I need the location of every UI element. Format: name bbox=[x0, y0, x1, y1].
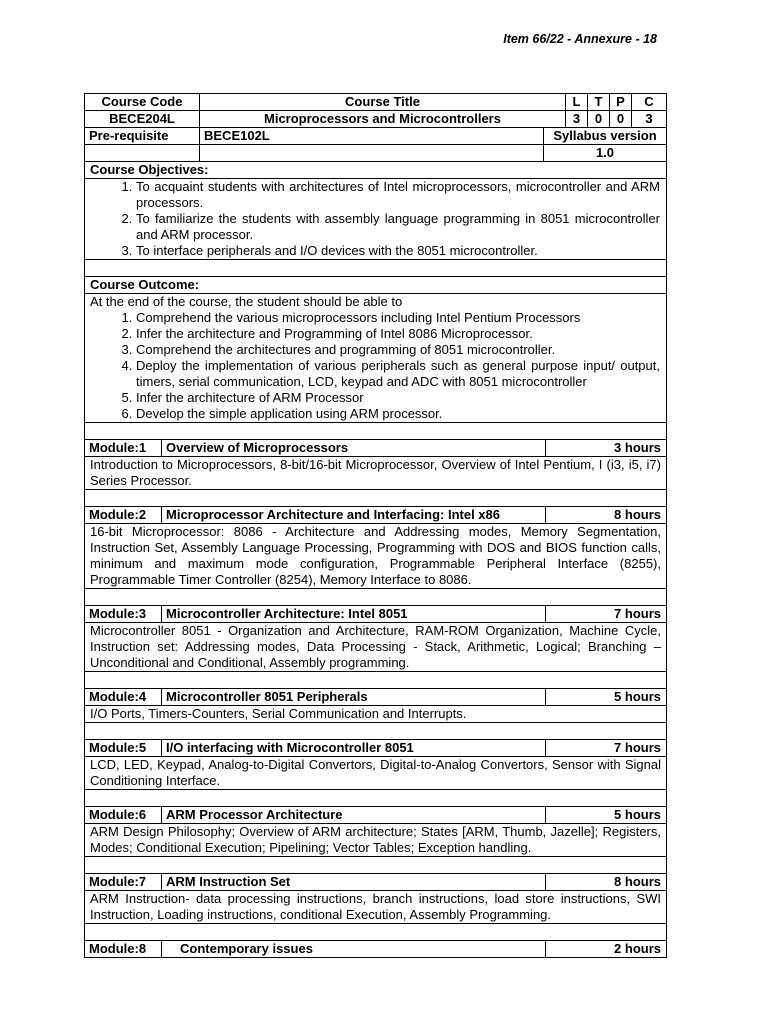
module-1-header bbox=[85, 440, 666, 457]
outcome-item: 3. Comprehend the architectures and programming of 8051 microcontroller. bbox=[136, 342, 660, 358]
objective-item: 2. To familiarize the students with assembly language programming in 8051 microcontroller and ARM processor. bbox=[136, 211, 660, 243]
objectives-list bbox=[85, 179, 666, 259]
objective-item: 1. To acquaint students with architectures of Intel microprocessors, microcontroller and ARM processors. bbox=[136, 179, 660, 211]
objective-item: 3. To interface peripherals and I/O devices with the 8051 microcontroller. bbox=[136, 243, 660, 259]
outcome-item: 5. Infer the architecture of ARM Processor bbox=[136, 390, 660, 406]
module-title: ARM Instruction Set bbox=[162, 874, 546, 890]
module-hours: 3 hours bbox=[614, 440, 661, 455]
prereq-value: BECE102L bbox=[200, 128, 544, 144]
ltpc-value-l: 3 bbox=[566, 111, 588, 127]
spacer-row bbox=[85, 490, 666, 507]
outcome-title: Course Outcome: bbox=[85, 277, 666, 294]
ltpc-label-c: C bbox=[644, 94, 654, 109]
module-7-header bbox=[85, 874, 666, 891]
outcome-block bbox=[85, 294, 666, 423]
module-1-body: Introduction to Microprocessors, 8-bit/16-bit Microprocessor, Overview of Intel Pentium, I (i3, i5, i7) Series Processor. bbox=[85, 457, 666, 490]
header-labels-row bbox=[85, 94, 666, 111]
module-number: Module:5 bbox=[85, 740, 162, 756]
spacer-row bbox=[85, 857, 666, 874]
module-hours: 2 hours bbox=[614, 941, 661, 956]
module-3-header bbox=[85, 606, 666, 623]
syllabus-version: 1.0 bbox=[595, 145, 615, 160]
module-5-body: LCD, LED, Keypad, Analog-to-Digital Convertors, Digital-to-Analog Convertors, Sensor with Signal Conditioning Interface. bbox=[85, 757, 666, 790]
module-5-header bbox=[85, 740, 666, 757]
syllabus-table bbox=[84, 93, 667, 958]
module-2-header bbox=[85, 507, 666, 524]
module-hours: 8 hours bbox=[614, 874, 661, 889]
module-title: Microcontroller Architecture: Intel 8051 bbox=[162, 606, 546, 622]
module-2-body: 16-bit Microprocessor: 8086 - Architecture and Addressing modes, Memory Segmentation, Instruction Set, Assembly Language Processing, Programming with DOS and BIOS function calls, minimum and maximum mode configuration, Programmable Peripheral Interface (8255), Programmable Timer Controller (8254), Memory Interface to 8086. bbox=[85, 524, 666, 589]
ltpc-label-l: L bbox=[566, 94, 588, 110]
module-number: Module:7 bbox=[85, 874, 162, 890]
module-4-header bbox=[85, 689, 666, 706]
spacer-row bbox=[85, 423, 666, 440]
ltpc-value-t: 0 bbox=[588, 111, 610, 127]
module-6-header bbox=[85, 807, 666, 824]
annexure-label: Item 66/22 - Annexure - 18 bbox=[503, 32, 657, 46]
course-code-label: Course Code bbox=[85, 94, 200, 110]
ltpc-value-p: 0 bbox=[610, 111, 632, 127]
module-hours: 8 hours bbox=[614, 507, 661, 522]
course-title-label: Course Title bbox=[200, 94, 566, 110]
module-hours: 5 hours bbox=[614, 689, 661, 704]
module-number: Module:2 bbox=[85, 507, 162, 523]
module-title: Overview of Microprocessors bbox=[162, 440, 546, 456]
spacer-row bbox=[85, 924, 666, 941]
outcome-item: 4. Deploy the implementation of various peripherals such as general purpose input/ output, timers, serial communication, LCD, keypad and ADC with 8051 microcontroller bbox=[136, 358, 660, 390]
syllabus-version-label: Syllabus version bbox=[553, 128, 657, 143]
module-title: Microcontroller 8051 Peripherals bbox=[162, 689, 546, 705]
outcome-list bbox=[85, 310, 666, 422]
module-number: Module:6 bbox=[85, 807, 162, 823]
blank-cell bbox=[200, 145, 544, 161]
objectives-title: Course Objectives: bbox=[85, 162, 666, 179]
spacer-row bbox=[85, 589, 666, 606]
course-title: Microprocessors and Microcontrollers bbox=[200, 111, 566, 127]
ltpc-label-p: P bbox=[610, 94, 632, 110]
module-4-body: I/O Ports, Timers-Counters, Serial Communication and Interrupts. bbox=[85, 706, 666, 723]
module-3-body: Microcontroller 8051 - Organization and Architecture, RAM-ROM Organization, Machine Cycle, Instruction set: Addressing modes, Data Processing - Stack, Arithmetic, Logical; Branching – Unconditional and Conditional, Assembly programming. bbox=[85, 623, 666, 672]
prereq-row bbox=[85, 128, 666, 145]
version-row bbox=[85, 145, 666, 162]
module-number: Module:3 bbox=[85, 606, 162, 622]
module-8-header bbox=[85, 941, 666, 958]
module-hours: 5 hours bbox=[614, 807, 661, 822]
module-title: ARM Processor Architecture bbox=[162, 807, 546, 823]
spacer-row bbox=[85, 723, 666, 740]
course-code: BECE204L bbox=[85, 111, 200, 127]
outcome-item: 6. Develop the simple application using ARM processor. bbox=[136, 406, 660, 422]
ltpc-value-c: 3 bbox=[645, 111, 653, 126]
header-values-row bbox=[85, 111, 666, 128]
module-title: I/O interfacing with Microcontroller 8051 bbox=[162, 740, 546, 756]
spacer-row bbox=[85, 260, 666, 277]
prereq-label: Pre-requisite bbox=[85, 128, 200, 144]
module-number: Module:8 bbox=[85, 941, 162, 957]
ltpc-label-t: T bbox=[588, 94, 610, 110]
module-number: Module:1 bbox=[85, 440, 162, 456]
outcome-item: 2. Infer the architecture and Programming of Intel 8086 Microprocessor. bbox=[136, 326, 660, 342]
blank-cell bbox=[85, 145, 200, 161]
outcome-item: 1. Comprehend the various microprocessors including Intel Pentium Processors bbox=[136, 310, 660, 326]
spacer-row bbox=[85, 672, 666, 689]
spacer-row bbox=[85, 790, 666, 807]
module-hours: 7 hours bbox=[614, 740, 661, 755]
module-6-body: ARM Design Philosophy; Overview of ARM architecture; States [ARM, Thumb, Jazelle]; Registers, Modes; Conditional Execution; Pipelining; Vector Tables; Exception handling. bbox=[85, 824, 666, 857]
module-hours: 7 hours bbox=[614, 606, 661, 621]
objectives-list-block bbox=[85, 179, 666, 260]
module-number: Module:4 bbox=[85, 689, 162, 705]
module-7-body: ARM Instruction- data processing instructions, branch instructions, load store instructions, SWI Instruction, Loading instructions, conditional Execution, Assembly Programming. bbox=[85, 891, 666, 924]
module-title: Microprocessor Architecture and Interfacing: Intel x86 bbox=[162, 507, 546, 523]
outcome-intro: At the end of the course, the student should be able to bbox=[90, 294, 403, 309]
module-title: Contemporary issues bbox=[162, 941, 546, 957]
